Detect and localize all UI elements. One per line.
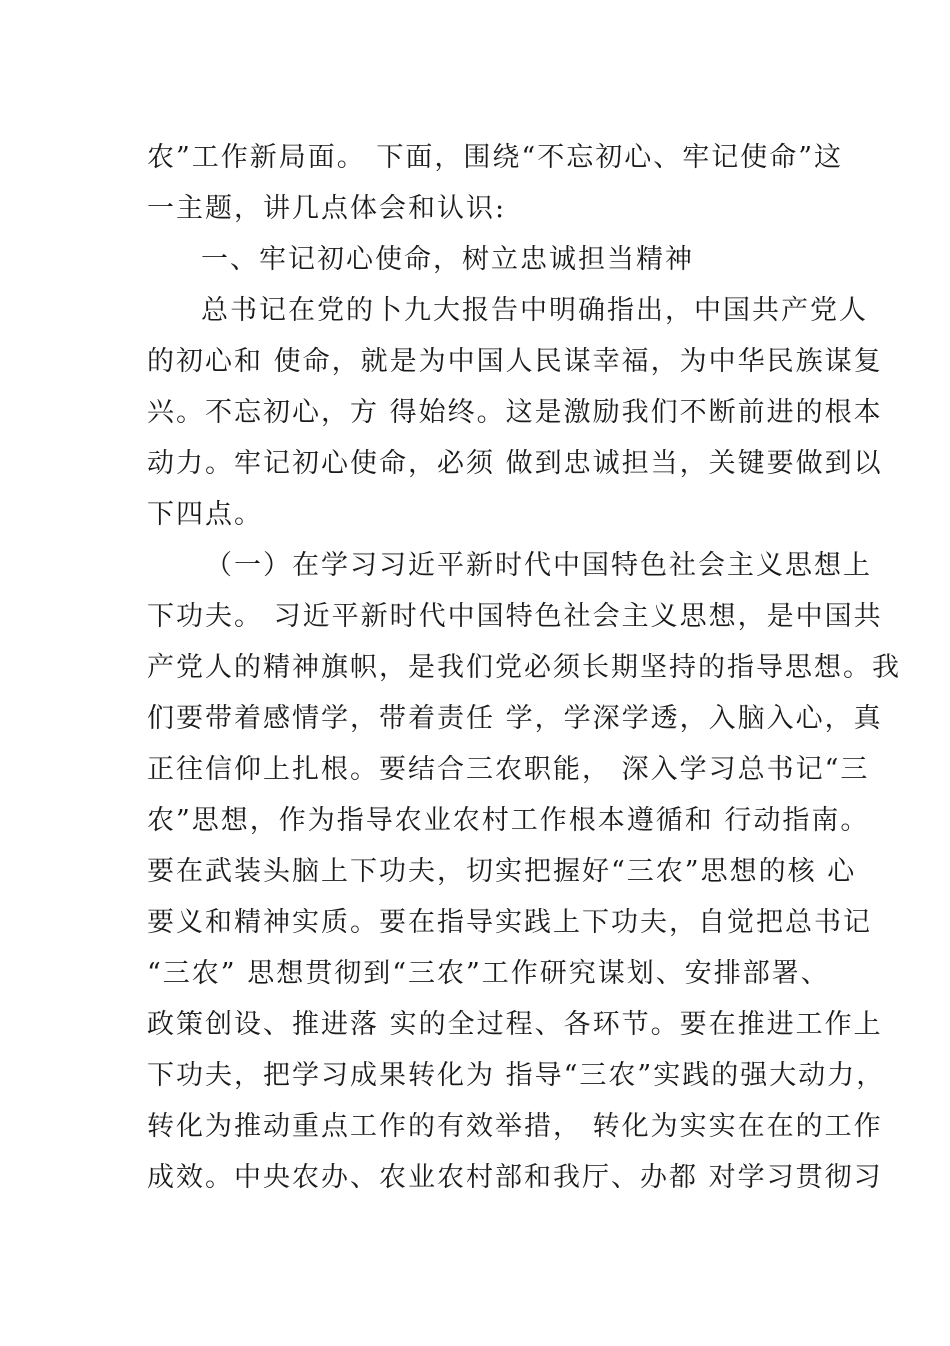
section-heading: 一、牢记初心使命，树立忠诚担当精神 [201, 244, 694, 275]
text-line: 总书记在党的卜九大报告中明确指出，中国共产党人 [201, 295, 868, 326]
text-line: 转化为推动重点工作的有效举措， 转化为实实在在的工作 [147, 1111, 883, 1142]
text-line: 成效。中央农办、农业农村部和我厅、办都 对学习贯彻习 [147, 1162, 883, 1193]
text-line: 下四点。 [147, 499, 263, 530]
text-line: 一主题，讲几点体会和认识: [147, 193, 507, 224]
text-line: 们要带着感情学，带着责任 学，学深学透，入脑入心，真 [147, 703, 883, 734]
text-line: 政策创设、推进落 实的全过程、各环节。要在推进工作上 [147, 1009, 883, 1040]
text-line: 要在武装头脑上下功夫，切实把握好“三农”思想的核 心 [147, 856, 857, 887]
subsection-line: （一）在学习习近平新时代中国特色社会主义思想上 [205, 550, 872, 581]
text-line: 动力。牢记初心使命，必须 做到忠诚担当，关键要做到以 [147, 448, 883, 479]
body-text [147, 132, 901, 1203]
text-line: “三农” 思想贯彻到“三农”工作研究谋划、安排部署、 [147, 958, 830, 989]
text-line: 产党人的精神旗帜，是我们党必须长期坚持的指导思想。我 [147, 652, 901, 683]
text-line: 要义和精神实质。要在指导实践上下功夫，自觉把总书记 [147, 907, 872, 938]
text-line: 下功夫。 习近平新时代中国特色社会主义思想，是中国共 [147, 601, 883, 632]
text-line: 的初心和 使命，就是为中国人民谋幸福，为中华民族谋复 [147, 346, 883, 377]
text-line: 下功夫，把学习成果转化为 指导“三农”实践的强大动力， [147, 1060, 886, 1091]
text-line: 兴。不忘初心，方 得始终。这是激励我们不断前进的根本 [147, 397, 883, 428]
text-line: 农”思想，作为指导农业农村工作根本遵循和 行动指南。 [147, 805, 870, 836]
text-line: 正往信仰上扎根。要结合三农职能， 深入学习总书记“三 [147, 754, 870, 785]
text-line: 农”工作新局面。 下面，围绕“不忘初心、牢记使命”这 [147, 142, 843, 173]
